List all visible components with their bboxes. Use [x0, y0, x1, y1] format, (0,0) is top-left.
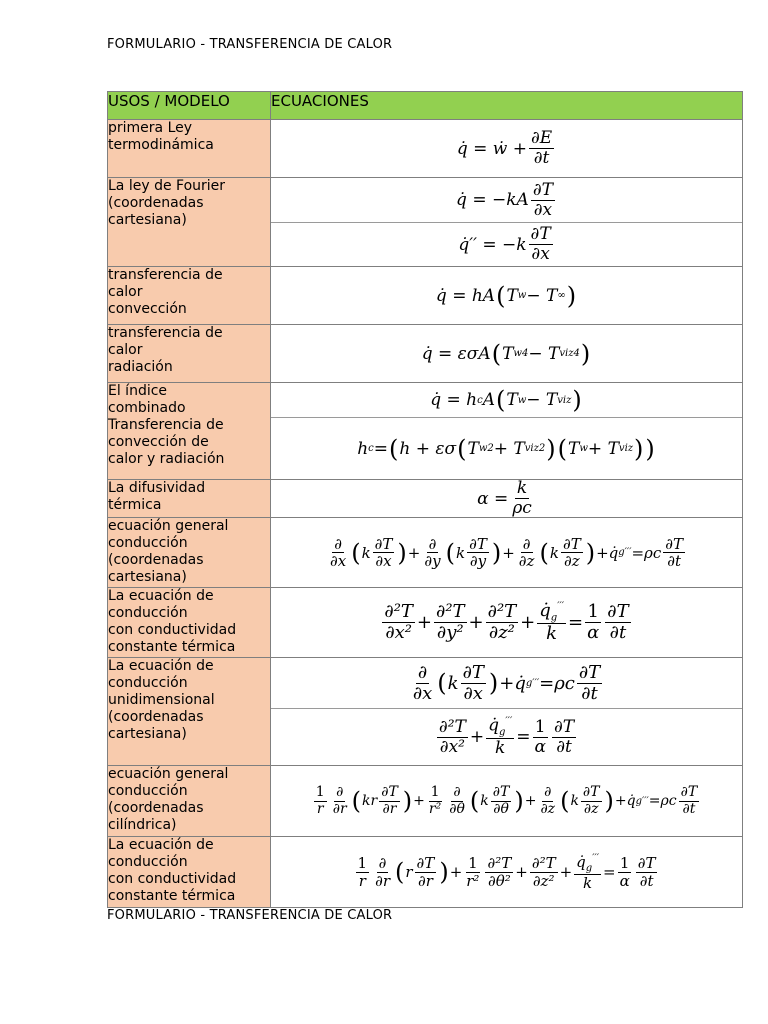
row-label: primera Ley termodinámica	[108, 120, 271, 178]
table-header-row	[108, 92, 743, 120]
equation: h c = ( h + εσ ( T w 2 + T viz 2 ) ( T w + T viz ) )	[271, 417, 742, 479]
equation-cell	[271, 518, 743, 588]
page-footer-title: FORMULARIO - TRANSFERENCIA DE CALOR	[107, 908, 393, 923]
table-row	[108, 518, 743, 588]
row-label: transferencia de calor radiación	[108, 325, 271, 383]
equation-cell	[271, 658, 743, 766]
equation-cell	[271, 178, 743, 267]
table-row	[108, 267, 743, 325]
equation-cell	[271, 766, 743, 837]
table-row	[108, 383, 743, 480]
equation-cell	[271, 383, 743, 480]
row-label: transferencia de calor convección	[108, 267, 271, 325]
equation: q̇ = hA ( T w − T ∞ )	[435, 281, 577, 310]
table-row	[108, 325, 743, 383]
equation: $\frac{\partial}{\partial x}$ ( k $\frac{\partial T}{\partial x}$ ) + $\frac{\partial}{\partial y}$ ( k $\frac{\partial T}{\partial y}$ ) + $\frac{\partial}{\partial z}$ ( k $\frac{\partial T}{\partial z}$ ) +q̇ g ′′′ =ρc $\frac{\partial T}{\partial t}$	[329, 534, 684, 570]
equation: q̇ = −kA $\frac{\partial T}{\partial x}$	[456, 179, 553, 220]
equation: $\frac{\text{∂²T}}{\text{∂x²}}$ + $\frac{\text{∂²T}}{\text{∂y²}}$ + $\frac{\text{∂²T}}{\text{∂z²}}$ + $\frac{q̇_g'''}{k}$ = $\frac{1}{\alpha}$ $\frac{\partial T}{\partial t}$	[384, 599, 629, 645]
equation-cell	[271, 267, 743, 325]
row-label: ecuación general conducción (coordenadas cilíndrica)	[108, 766, 271, 837]
header-equations: ECUACIONES	[271, 92, 743, 120]
table-row	[108, 120, 743, 178]
equation-cell	[271, 120, 743, 178]
row-label: ecuación general conducción (coordenadas cartesiana)	[108, 518, 271, 588]
row-label: La ecuación de conducción con conductividad constante térmica	[108, 837, 271, 908]
table-row	[108, 658, 743, 766]
table-row	[108, 766, 743, 837]
equation: q̇ = ẇ + $\frac{\partial E}{\partial t}$	[456, 128, 553, 168]
equation-cell	[271, 325, 743, 383]
table-row	[108, 178, 743, 267]
equation-cell	[271, 837, 743, 908]
row-label: La ecuación de conducción unidimensional (coordenadas cartesiana)	[108, 658, 271, 766]
equation-cell	[271, 480, 743, 518]
equation: q̇′′ = −k $\frac{\partial T}{\partial x}$	[271, 222, 742, 266]
table-row	[108, 480, 743, 518]
row-label: La ley de Fourier (coordenadas cartesiana)	[108, 178, 271, 267]
formula-table	[107, 91, 743, 908]
table-row	[108, 837, 743, 908]
equation: $\frac{\partial}{\partial x}$ ( k $\frac{\partial T}{\partial x}$ ) +q̇ g ′′′ =ρc $\frac{\partial T}{\partial t}$	[412, 661, 601, 704]
table-row	[108, 588, 743, 658]
equation: $\frac{1}{r}$ $\frac{\partial}{\partial r}$ ( r $\frac{\partial T}{\partial r}$ ) + $\frac{1}{\text{r²}}$ $\frac{\text{∂²T}}{\text{∂θ²}}$ + $\frac{\text{∂²T}}{\text{∂z²}}$ + $\frac{q̇_g'''}{k}$ = $\frac{1}{\alpha}$ $\frac{\partial T}{\partial t}$	[357, 852, 656, 892]
equation: α = $\frac{k}{\rho c}$	[477, 478, 532, 518]
row-label: El índice combinado Transferencia de convección de calor y radiación	[108, 383, 271, 480]
equation: $\frac{1}{r}$ $\frac{\partial}{\partial r}$ ( kr $\frac{\partial T}{\partial r}$ ) + $\frac{1}{\text{r²}}$ $\frac{\partial}{\partial\theta}$ ( k $\frac{\partial T}{\partial\theta}$ ) + $\frac{\partial}{\partial z}$ ( k $\frac{\partial T}{\partial z}$ ) +q̇ g ′′′ =ρc $\frac{\partial T}{\partial t}$	[315, 784, 698, 817]
row-label: La ecuación de conducción con conductividad constante térmica	[108, 588, 271, 658]
equation: q̇ = h c A ( T w − T viz )	[430, 386, 582, 414]
row-label: La difusividad térmica	[108, 480, 271, 518]
equation-cell	[271, 588, 743, 658]
equation: q̇ = εσA ( T w 4 − T viz 4 )	[421, 339, 591, 368]
equation: $\frac{\text{∂²T}}{\text{∂x²}}$ + $\frac{q̇_g'''}{k}$ = $\frac{1}{\alpha}$ $\frac{\partial T}{\partial t}$	[271, 708, 742, 765]
header-uses-model: USOS / MODELO	[108, 92, 271, 120]
page-title: FORMULARIO - TRANSFERENCIA DE CALOR	[107, 37, 393, 52]
